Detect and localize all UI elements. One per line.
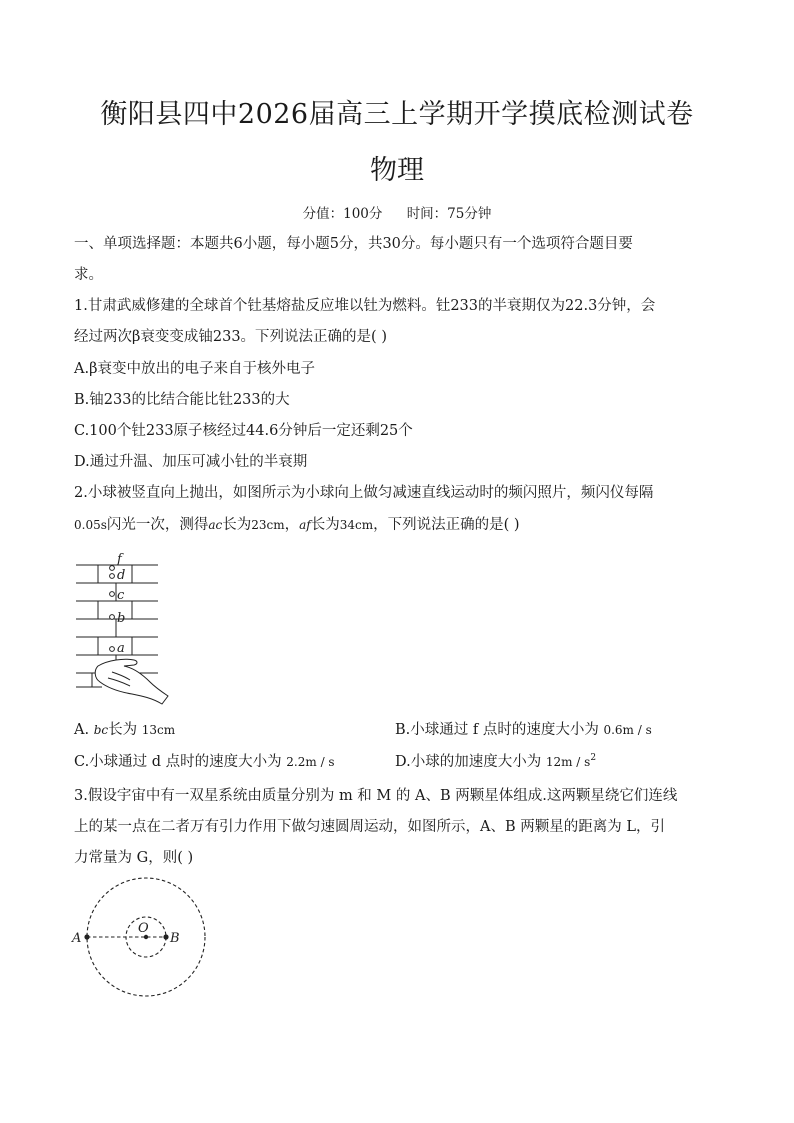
q2-a-bc: bc — [93, 723, 109, 737]
q2-a-mid: 长为 — [108, 722, 138, 738]
section1-heading: 一、单项选择题：本题共6小题，每小题5分，共30分。每小题只有一个选项符合题目要 — [74, 236, 633, 252]
q2-stem-cont — [74, 513, 520, 534]
q2-a-value: 13cm — [141, 723, 176, 737]
q2-a-prefix: A. — [74, 722, 90, 738]
q2-b-value: 0.6m / s — [603, 723, 652, 737]
q3-binary-star-figure — [68, 876, 218, 1001]
q2-ac-len: 23cm — [251, 518, 285, 532]
q1-stem-cont: 经过两次β衰变变成铀233。下列说法正确的是( ) — [74, 329, 387, 345]
q3-stem: 3.假设宇宙中有一双星系统由质量分别为 m 和 M 的 A、B 两颗星体组成.这两颗星绕它们连线 — [74, 788, 678, 804]
q2-b-prefix: B.小球通过 f 点时的速度大小为 — [395, 722, 599, 738]
q2-text: 长为 — [310, 517, 340, 533]
section1-heading-cont: 求。 — [74, 267, 103, 283]
time-label: 时间：75分钟 — [406, 206, 492, 222]
q1-stem: 1.甘肃武威修建的全球首个钍基熔盐反应堆以钍为燃料。钍233的半衰期仅为22.3分钟，会 — [74, 298, 656, 314]
q2-d-value: 12m / s — [545, 755, 591, 769]
q2-c-prefix: C.小球通过 d 点时的速度大小为 — [74, 754, 282, 770]
q2-text: 长为 — [222, 517, 252, 533]
q2-option-d — [395, 750, 596, 771]
label-a: A — [72, 931, 82, 946]
q2-c-value: 2.2m / s — [286, 755, 335, 769]
q1-option-d: D.通过升温、加压可减小钍的半衰期 — [74, 454, 308, 470]
star-a — [84, 934, 89, 939]
star-b — [163, 934, 168, 939]
q2-stem: 2.小球被竖直向上抛出，如图所示为小球向上做匀减速直线运动时的频闪照片，频闪仪每隔 — [74, 485, 654, 501]
q2-text: ， — [284, 517, 300, 533]
q2-text: 闪光一次，测得 — [106, 517, 209, 533]
hand-icon — [95, 659, 168, 704]
q2-d-exponent: 2 — [590, 753, 597, 764]
q2-option-b — [395, 718, 652, 739]
exam-subject: 物理 — [370, 155, 424, 186]
label-b: b — [117, 611, 126, 626]
q1-option-b: B.铀233的比结合能比钍233的大 — [74, 392, 290, 408]
q2-d-prefix: D.小球的加速度大小为 — [395, 754, 542, 770]
exam-title: 衡阳县四中2026届高三上学期开学摸底检测试卷 — [100, 99, 694, 130]
label-d: d — [117, 568, 126, 583]
label-f: f — [117, 552, 122, 567]
exam-info — [0, 202, 794, 222]
q2-af: af — [299, 518, 311, 532]
q2-interval: 0.05s — [74, 518, 107, 532]
q2-af-len: 34cm — [339, 518, 374, 532]
q3-stem-cont2: 力常量为 G，则( ) — [74, 850, 194, 866]
q2-option-a — [74, 718, 175, 739]
q2-text: ，下列说法正确的是( ) — [373, 517, 520, 533]
q3-stem-cont: 上的某一点在二者万有引力作用下做匀速圆周运动，如图所示，A、B 两颗星的距离为 L，引 — [74, 819, 665, 835]
q1-option-c: C.100个钍233原子核经过44.6分钟后一定还剩25个 — [74, 423, 413, 439]
q2-option-c — [74, 750, 335, 771]
label-b: B — [170, 931, 180, 946]
label-o: O — [138, 921, 149, 936]
q2-ac: ac — [208, 518, 223, 532]
label-c: c — [117, 588, 125, 603]
label-a: a — [117, 641, 125, 656]
q1-option-a: A.β衰变中放出的电子来自于核外电子 — [74, 361, 315, 377]
q2-strobe-figure — [72, 550, 172, 705]
score-label: 分值：100分 — [302, 206, 383, 222]
